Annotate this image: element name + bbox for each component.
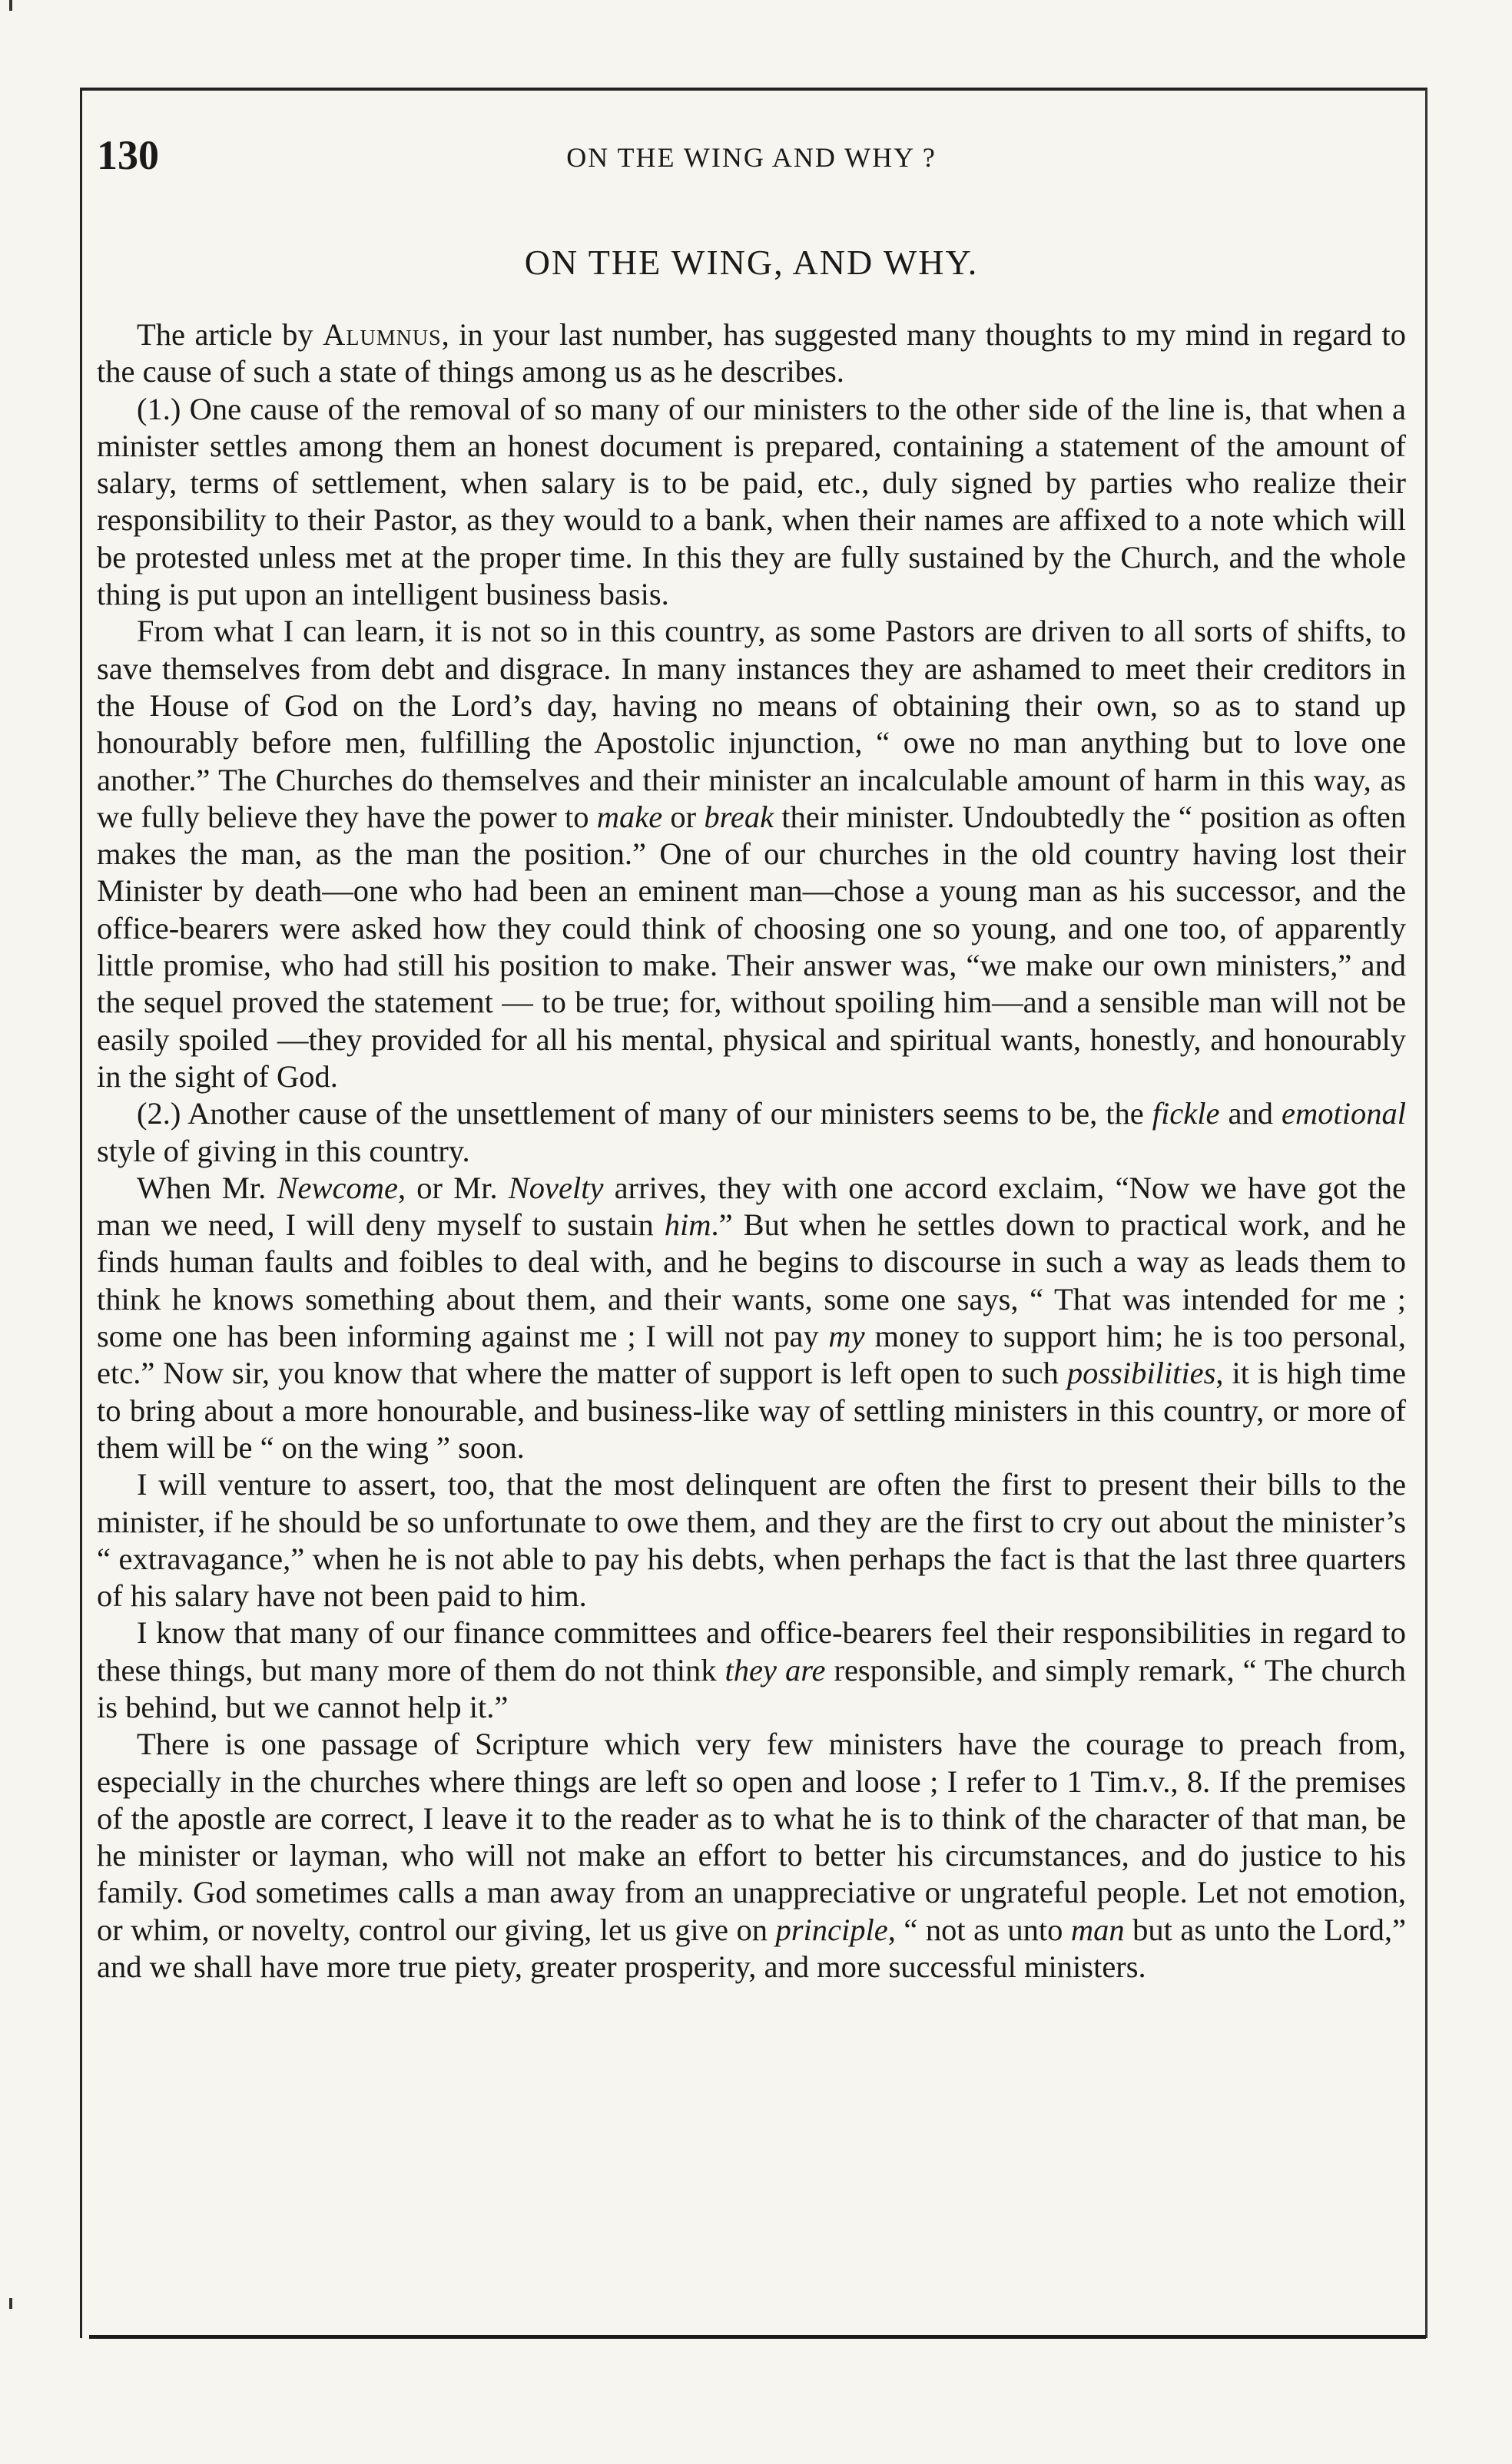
paragraph [97,1170,1406,1466]
paragraph: (1.) One cause of the removal of so many of our ministers to the other side of the line is, that when a minister settles among them an honest document is prepared, containing a statement of the amount of salary, terms of settlement, when salary is to be paid, etc., duly signed by parties who realize their responsibility to their Pastor, as they would to a bank, when their names are affixed to a note which will be protested unless met at the proper time. In this they are fully sustained by the Church, and the whole thing is put upon an intelligent business basis. [97,391,1406,612]
text-run: , in your last number, has suggested many thoughts to my mind in regard to the cause of such a state of things among us as he describes. [97,317,1407,389]
paragraph [97,316,1406,391]
emphasis: they are [724,1652,826,1687]
text-run: and [1219,1096,1282,1131]
paragraph [97,1726,1406,1985]
emphasis: emotional [1282,1096,1406,1131]
paragraph [97,613,1406,1095]
text-run: money to support him; he is too personal, etc.” Now sir, you know that where the matter of support is left open to such [97,1319,1406,1391]
text-run: , or Mr. [397,1170,509,1205]
page-number: 130 [97,132,159,178]
emphasis: break [704,799,774,834]
text-run: When Mr. [137,1170,277,1205]
margin-mark [9,0,12,11]
text-run: (2.) Another cause of the unsettlement of many of our ministers seems to be, the [137,1096,1152,1131]
bottom-rule [89,2335,1426,2339]
text-run: There is one passage of Scripture which very few ministers have the courage to preach from, especially in the churches where things are left so open and loose ; I refer to 1 Tim.v., 8. If the premises of the apostle are correct, I leave it to the reader as to what he is to think of the character of that man, be he minister or layman, who will not make an effort to better his circumstances, and do justice to his family. God sometimes calls a man away from an unappreciative or ungrateful people. Let not emotion, or whim, or novelty, control our giving, let us give on [97,1727,1406,1947]
text-run: I know that many of our finance committees and office-bearers feel their responsibilities in regard to these things, but many more of them do not think [97,1615,1406,1687]
text-run: style of giving in this country. [97,1133,470,1168]
author-name: Alumnus [323,317,442,352]
text-run: , “ not as unto [887,1912,1071,1947]
emphasis: Newcome [277,1170,398,1205]
emphasis: fickle [1152,1096,1220,1131]
paragraph: I will venture to assert, too, that the most delinquent are often the first to present their bills to the minister, if he should be so unfortunate to owe them, and they are the first to cry out about the minister’s “ extravagance,” when he is not able to pay his debts, when perhaps the fact is that the last three quarters of his salary have not been paid to him. [97,1467,1406,1614]
text-run: their minister. Undoubtedly the “ position as often makes the man, as the man the position.” One of our churches in the old country having lost their Minister by death—one who had been an eminent man—chose a young man as his successor, and the office-bearers were asked how they could think of choosing one so young, and one too, of apparently little promise, who had still his position to make. Their answer was, “we make our own ministers,” and the sequel proved the statement — to be true; for, without spoiling him—and a sensible man will not be easily spoiled —they provided for all his mental, physical and spiritual wants, honestly, and honourably in the sight of God. [97,799,1406,1094]
running-head: ON THE WING AND WHY ? [566,142,937,173]
text-run: , it is high time to bring about a more honourable, and business-like way of settling ministers in this country, or more of them will be “ on the wing ” soon. [97,1356,1406,1465]
emphasis: my [828,1319,865,1354]
emphasis: make [596,799,663,834]
text-run: but as unto the Lord,” and we shall have more true piety, greater prosperity, and more successful ministers. [97,1912,1407,1985]
page-header [97,131,1406,186]
text-run: From what I can learn, it is not so in this country, as some Pastors are driven to all sorts of shifts, to save themselves from debt and disgrace. In many instances they are ashamed to meet their creditors in the House of God on the Lord’s day, having no means of obtaining their own, so as to stand up honourably before men, fulfilling the Apostolic injunction, “ owe no man anything but to love one another.” The Churches do themselves and their minister an incalculable amount of harm in this way, as we fully believe they have the power to [97,614,1406,834]
text-run: arrives, they with one accord exclaim, “Now we have got the man we need, I will deny myself to sustain [97,1170,1407,1243]
article-title: ON THE WING, AND WHY. [524,243,979,282]
margin-mark [9,2298,12,2309]
text-run: responsible, and simply remark, “ The church is behind, but we cannot help it.” [97,1652,1406,1724]
article-body [97,316,1406,1985]
emphasis: possibilities [1066,1356,1216,1391]
emphasis: principle [775,1912,888,1947]
paragraph [97,1615,1406,1726]
text-run: or [662,799,705,834]
text-run: .” But when he settles down to practical work, and he finds human faults and foibles to deal with, and he begins to discourse in such a way as leads them to think he knows something about them, and their wants, some one says, “ That was intended for me ; some one has been informing against me ; I will not pay [97,1207,1406,1354]
emphasis: Novelty [508,1170,604,1205]
text-run: The article by [137,317,323,352]
paragraph [97,1095,1406,1170]
emphasis: man [1070,1912,1125,1947]
emphasis: him [664,1207,711,1243]
